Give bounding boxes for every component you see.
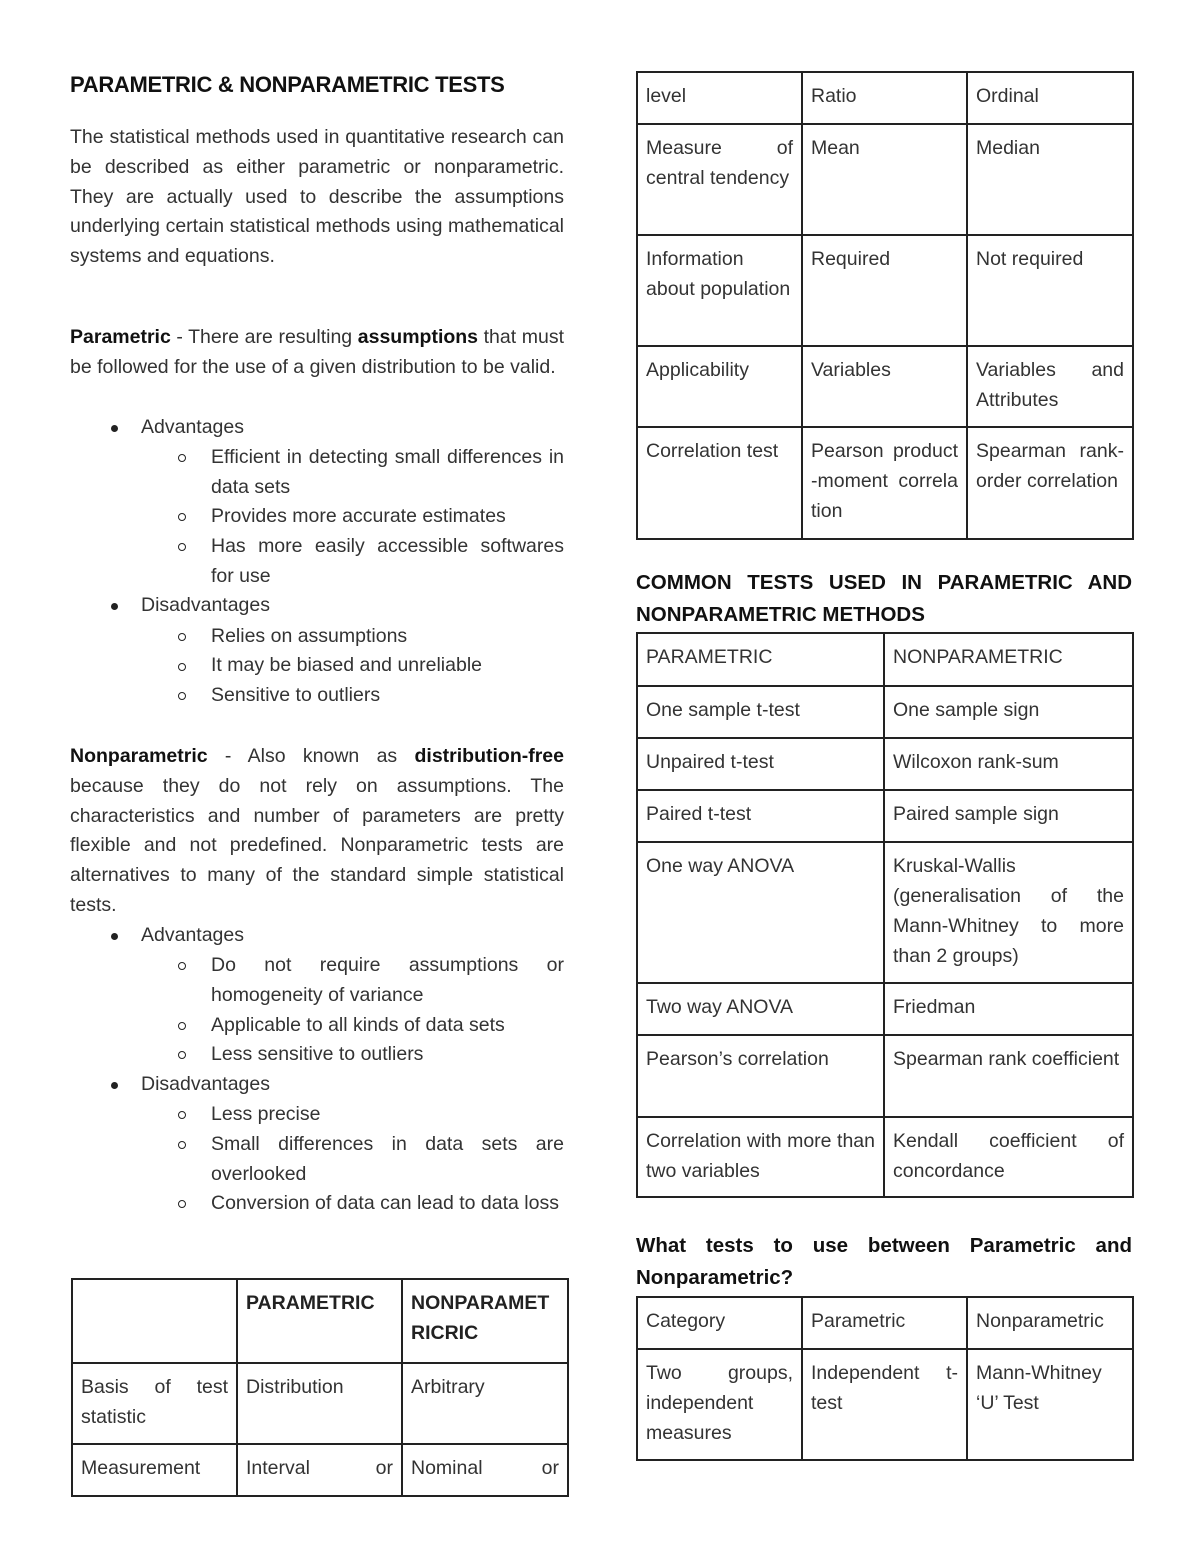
table-cell: Two groups, independent measures [637, 1349, 802, 1460]
circle-bullet-icon [178, 692, 186, 700]
table-row [637, 72, 1133, 124]
nonparametric-advantages-label: Advantages [141, 924, 244, 946]
circle-bullet-icon [178, 454, 186, 462]
list-item: Do not require assumptions or homogeneity of variance [211, 954, 564, 1006]
parametric-definition: Parametric - There are resulting assumptions that must be followed for the use of a given distribution to be valid. [70, 326, 564, 378]
table-cell: Correlation with more than two variables [637, 1117, 884, 1197]
table-cell: Spearman rank-order correlation [967, 427, 1133, 539]
table-row [637, 1297, 1133, 1349]
circle-bullet-icon [178, 663, 186, 671]
table-cell: Paired sample sign [884, 790, 1133, 842]
common-tests-table [636, 632, 1134, 1198]
list-item: Sensitive to outliers [211, 684, 381, 706]
list-item: Efficient in detecting small differences in data sets [211, 446, 564, 498]
parametric-disadvantages-label: Disadvantages [141, 594, 270, 616]
circle-bullet-icon [178, 543, 186, 551]
list-item: Provides more accurate estimates [211, 505, 506, 527]
table-cell: Basis of test statistic [72, 1363, 237, 1444]
bullet-icon [111, 933, 118, 940]
nonparametric-term: Nonparametric [70, 745, 208, 767]
table-cell: Ordinal [967, 72, 1133, 124]
table-row [72, 1444, 568, 1496]
which-tests-table [636, 1296, 1134, 1461]
list-item: Applicable to all kinds of data sets [211, 1014, 505, 1036]
list-item: Less sensitive to outliers [211, 1043, 424, 1065]
nonparametric-definition: Nonparametric - Also known as distribution-free because they do not rely on assumptions. The characteristics and number of parameters are pretty flexible and not predefined. Nonparametric tests are alternatives to many of the standard simple statistical tests. [70, 745, 564, 916]
table-cell: Nonparametric [967, 1297, 1133, 1349]
table-cell: Measure of central tendency [637, 124, 802, 235]
list-item: Conversion of data can lead to data loss [211, 1192, 559, 1214]
common-tests-heading: COMMON TESTS USED IN PARAMETRIC AND NONPARAMETRIC METHODS [636, 571, 1132, 626]
table-cell: One sample sign [884, 686, 1133, 738]
table-cell: Distribution [237, 1363, 402, 1444]
circle-bullet-icon [178, 633, 186, 641]
list-item: Relies on assumptions [211, 625, 408, 647]
list-item: Less precise [211, 1103, 321, 1125]
list-item: It may be biased and unreliable [211, 654, 483, 676]
table-row [637, 427, 1133, 539]
table-cell: Measurement [72, 1444, 237, 1496]
list-item: Has more easily accessible softwares for use [211, 535, 564, 587]
table-cell: Variables [802, 346, 967, 427]
circle-bullet-icon [178, 513, 186, 521]
page-title: PARAMETRIC & NONPARAMETRIC TESTS [70, 72, 505, 97]
table-cell: Nominal or [402, 1444, 568, 1496]
table-cell: Pearson’s correlation [637, 1035, 884, 1117]
table-cell: Applicability [637, 346, 802, 427]
bullet-icon [111, 603, 118, 610]
table-cell: Spearman rank coefficient [884, 1035, 1133, 1117]
bullet-icon [111, 1082, 118, 1089]
table-cell: Independent t-test [802, 1349, 967, 1460]
table-cell: Two way ANOVA [637, 983, 884, 1035]
table-cell: Category [637, 1297, 802, 1349]
table-row [637, 1349, 1133, 1460]
table-cell: level [637, 72, 802, 124]
circle-bullet-icon [178, 1051, 186, 1059]
table-row [637, 983, 1133, 1035]
table-cell: Unpaired t-test [637, 738, 884, 790]
table-cell: Mean [802, 124, 967, 235]
intro-paragraph: The statistical methods used in quantitative research can be described as either parametric or nonparametric. They are actually used to describe the assumptions underlying certain statistical methods using mathematical systems and equations. [70, 126, 564, 268]
table-cell: Median [967, 124, 1133, 235]
table-cell: Correlation test [637, 427, 802, 539]
table-cell: Parametric [802, 1297, 967, 1349]
circle-bullet-icon [178, 962, 186, 970]
table-cell: One way ANOVA [637, 842, 884, 983]
table-row [72, 1279, 568, 1363]
table-cell: Kruskal-Wallis (generalisation of the Mann-Whitney to more than 2 groups) [884, 842, 1133, 983]
comparison-table [71, 1278, 569, 1497]
table-cell: Friedman [884, 983, 1133, 1035]
table-row [637, 1035, 1133, 1117]
table-cell: Wilcoxon rank-sum [884, 738, 1133, 790]
parametric-advantages-label: Advantages [141, 416, 244, 438]
table-cell: Interval or [237, 1444, 402, 1496]
which-tests-heading: What tests to use between Parametric and Nonparametric? [636, 1234, 1132, 1289]
table-cell: Not required [967, 235, 1133, 346]
circle-bullet-icon [178, 1141, 186, 1149]
table-cell: NONPARAMETRIC [884, 633, 1133, 686]
comparison-table-continued [636, 71, 1134, 540]
table-cell: Variables and Attributes [967, 346, 1133, 427]
table-row [637, 1117, 1133, 1197]
table-cell: Pearson product-moment correlation [802, 427, 967, 539]
table-cell: Kendall coefficient of concordance [884, 1117, 1133, 1197]
nonparametric-disadvantages-label: Disadvantages [141, 1073, 270, 1095]
table-cell: Required [802, 235, 967, 346]
table-cell [72, 1279, 237, 1363]
table-cell: PARAMETRIC [637, 633, 884, 686]
table-row [72, 1363, 568, 1444]
table-row [637, 235, 1133, 346]
list-item: Small differences in data sets are overlooked [211, 1133, 564, 1185]
table-cell: Arbitrary [402, 1363, 568, 1444]
circle-bullet-icon [178, 1111, 186, 1119]
table-cell: Information about population [637, 235, 802, 346]
table-cell: One sample t-test [637, 686, 884, 738]
table-row [637, 686, 1133, 738]
circle-bullet-icon [178, 1022, 186, 1030]
table-row [637, 633, 1133, 686]
parametric-term: Parametric [70, 326, 171, 348]
bullet-icon [111, 425, 118, 432]
circle-bullet-icon [178, 1200, 186, 1208]
table-row [637, 842, 1133, 983]
table-cell: NONPARAMETRICRIC [402, 1279, 568, 1363]
table-cell: Mann-Whitney ‘U’ Test [967, 1349, 1133, 1460]
table-cell: Paired t-test [637, 790, 884, 842]
table-cell: Ratio [802, 72, 967, 124]
table-row [637, 124, 1133, 235]
table-row [637, 790, 1133, 842]
table-row [637, 346, 1133, 427]
table-cell: PARAMETRIC [237, 1279, 402, 1363]
table-row [637, 738, 1133, 790]
